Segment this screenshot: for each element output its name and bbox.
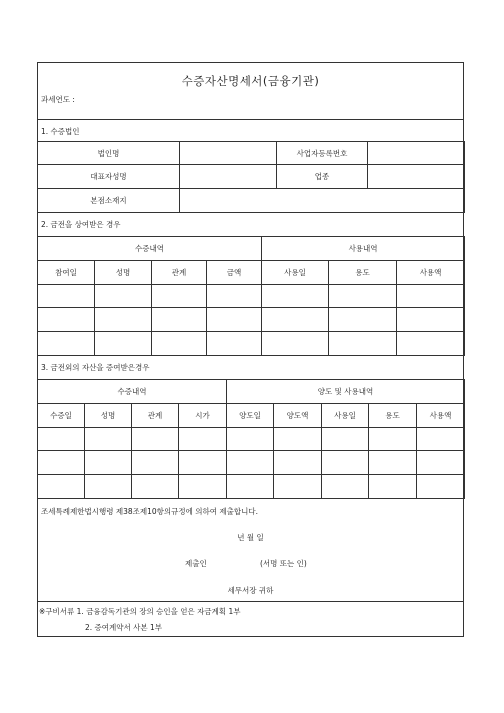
corp-name-field[interactable] [180,142,277,165]
table-cell[interactable] [38,285,95,308]
corporation-table [37,141,465,213]
table-cell[interactable] [152,285,207,308]
usage-group-header: 사용내역 [262,237,465,261]
table-cell[interactable] [227,451,274,475]
table-cell[interactable] [85,451,132,475]
date-line: 년 월 일 [237,533,264,542]
col-header: 용도 [329,261,397,285]
table-cell[interactable] [179,451,227,475]
rep-label: 대표자성명 [38,165,180,189]
col-header: 양도액 [274,404,322,428]
table-cell[interactable] [179,475,227,499]
col-header: 성명 [95,261,152,285]
table-cell[interactable] [38,308,95,332]
industry-field[interactable] [368,165,465,189]
col-header: 관계 [152,261,207,285]
table-cell[interactable] [95,332,152,356]
table-cell[interactable] [329,285,397,308]
table-cell[interactable] [262,332,329,356]
section3-header [38,355,463,379]
tax-year-label: 과세연도 : [41,95,75,104]
signature-note: (서명 또는 인) [260,559,307,568]
table-cell[interactable] [397,332,465,356]
col-header: 성명 [85,404,132,428]
industry-label: 업종 [277,165,368,189]
table-cell[interactable] [369,475,417,499]
statement-text: 조세특례제한법시행령 제38조제10항의규정에 의하여 제출합니다. [41,507,258,516]
submitter-label: 제출인 [185,559,207,568]
section1-header [38,119,463,141]
col-header: 금액 [207,261,262,285]
table-cell[interactable] [274,451,322,475]
section1-heading: 1. 수증법인 [41,127,80,136]
table-cell[interactable] [152,332,207,356]
col-header: 수증일 [38,404,85,428]
bizno-field[interactable] [368,142,465,165]
table-cell[interactable] [417,428,465,451]
col-header: 사용일 [322,404,369,428]
rep-field[interactable] [180,165,277,189]
table-cell[interactable] [38,428,85,451]
table-row [38,308,465,332]
table-cell[interactable] [207,308,262,332]
section3-heading: 3. 금전외의 자산을 증여받은경우 [41,363,150,372]
table-cell[interactable] [132,428,179,451]
col-header: 관계 [132,404,179,428]
table-row [38,428,465,451]
col-header: 참여일 [38,261,95,285]
attachment-line-2: 2. 증여계약서 사본 1부 [85,623,163,632]
table-row [38,451,465,475]
table-cell[interactable] [179,428,227,451]
form-title: 수증자산명세서(금융기관) [181,74,320,88]
table-cell[interactable] [152,308,207,332]
table-cell[interactable] [262,285,329,308]
table-cell[interactable] [227,475,274,499]
table-cell[interactable] [38,475,85,499]
table-cell[interactable] [38,332,95,356]
table-cell[interactable] [369,428,417,451]
section2-heading: 2. 금전을 상여받은 경우 [41,220,121,229]
table-cell[interactable] [329,308,397,332]
table-cell[interactable] [322,428,369,451]
table-cell[interactable] [274,428,322,451]
table-cell[interactable] [322,475,369,499]
section2-header [38,212,463,236]
table-cell[interactable] [85,428,132,451]
table-cell[interactable] [207,285,262,308]
col-header: 사용액 [397,261,465,285]
table-cell[interactable] [38,451,85,475]
attachments-box [38,601,463,637]
hq-label: 본점소재지 [38,189,180,213]
table-cell[interactable] [369,451,417,475]
cash-gift-table [37,236,465,356]
table-cell[interactable] [274,475,322,499]
received-group-header: 수증내역 [38,380,227,404]
table-cell[interactable] [85,475,132,499]
table-cell[interactable] [417,451,465,475]
col-header: 용도 [369,404,417,428]
corp-name-label: 법인명 [38,142,180,165]
bizno-label: 사업자등록번호 [277,142,368,165]
table-cell[interactable] [227,428,274,451]
col-header: 양도일 [227,404,274,428]
table-cell[interactable] [262,308,329,332]
received-group-header: 수증내역 [38,237,262,261]
table-cell[interactable] [132,475,179,499]
table-row [38,285,465,308]
asset-statement-form [37,62,464,637]
table-cell[interactable] [397,308,465,332]
transfer-group-header: 양도 및 사용내역 [227,380,465,404]
table-cell[interactable] [329,332,397,356]
table-cell[interactable] [417,475,465,499]
col-header: 사용액 [417,404,465,428]
col-header: 사용일 [262,261,329,285]
table-cell[interactable] [322,451,369,475]
table-cell[interactable] [397,285,465,308]
table-row [38,332,465,356]
hq-field[interactable] [180,189,465,213]
table-cell[interactable] [95,285,152,308]
table-cell[interactable] [95,308,152,332]
table-cell[interactable] [132,451,179,475]
attachment-line-1: ※구비서류 1. 금융감독기관의 장의 승인을 얻은 자금계획 1부 [39,607,241,616]
table-row [38,475,465,499]
col-header: 시가 [179,404,227,428]
table-cell[interactable] [207,332,262,356]
recipient-line: 세무서장 귀하 [227,586,274,595]
asset-gift-table [37,379,465,499]
